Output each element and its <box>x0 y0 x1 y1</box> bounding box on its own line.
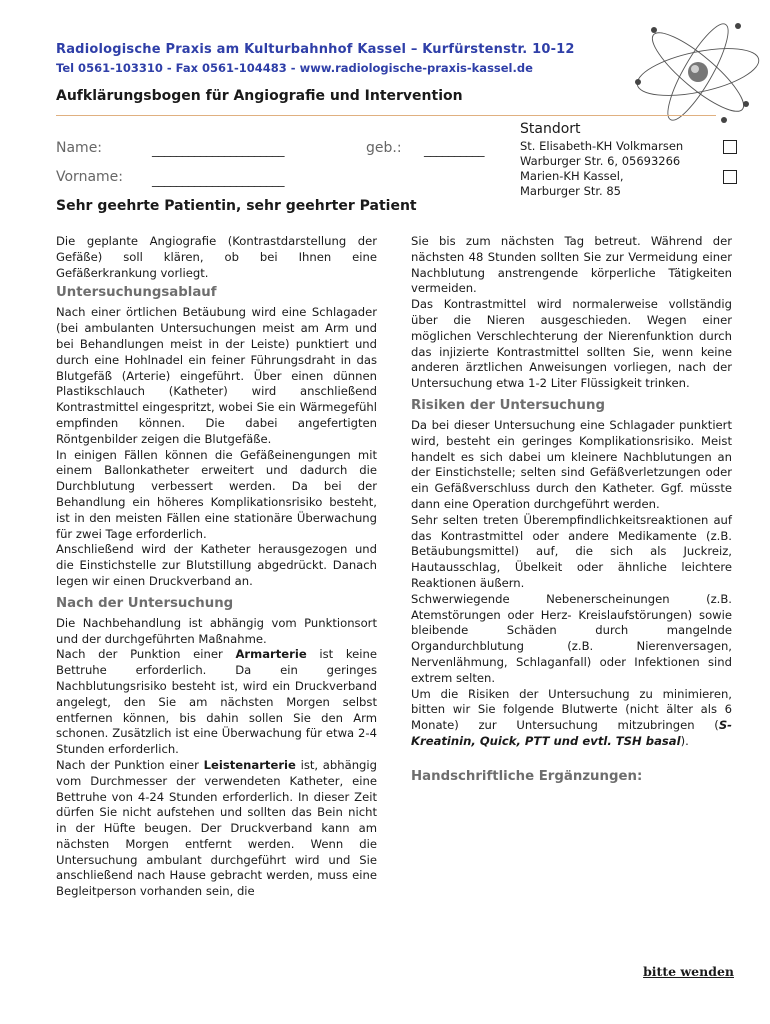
name-label: Name: <box>56 140 103 156</box>
section-heading-handwritten-notes: Handschriftliche Ergänzungen: <box>411 768 643 784</box>
text-segment: Um die Risiken der Untersuchung zu minimieren, bitten wir Sie folgende Blutwerte (nicht älter als 6 Monate) zur Untersuchung mitzubringen ( <box>411 686 732 733</box>
risk-paragraph: Schwerwiegende Nebenerscheinungen (z.B. Atemstörungen oder Herz- Kreislaufstörungen) sowie bleibende Schäden durch mangelnde Organdurchblutung (z.B. Nierenversagen, Nervenlähmung, Schlaganfall) oder Infektionen sind extrem selten. <box>411 591 732 685</box>
text-segment: ). <box>680 733 689 748</box>
aftercare-paragraph: Die Nachbehandlung ist abhängig vom Punktionsort und der durchgeführten Maßnahme. <box>56 615 377 646</box>
location-kassel-name: Marien-KH Kassel, <box>520 169 624 183</box>
text-segment: ist, abhängig vom Durchmesser der verwendeten Katheter, eine Bettruhe von 4-24 Stunden erforderlich. In dieser Zeit dürfen Sie nicht aufstehen und sollten das Bein nicht in der Hüfte beugen. Der Druckverband kann am nächsten Morgen entfernt werden. Wenn die Untersuchung ambulant durchgeführt wird und Sie anschließend nach Hause gebracht werden, muss eine Begleitperson vorhanden sein, die <box>56 757 377 899</box>
atom-logo-icon <box>628 20 766 125</box>
practice-contact: Tel 0561-103310 - Fax 0561-104483 - www.radiologische-praxis-kassel.de <box>56 61 533 75</box>
procedure-paragraph: Anschließend wird der Katheter herausgezogen und die Einstichstelle zur Blutstillung abgedrückt. Danach legen wir einen Druckverband an. <box>56 542 377 588</box>
first-name-field[interactable]: ______________________ <box>152 173 284 188</box>
text-segment: Nach der Punktion einer <box>56 757 204 772</box>
procedure-paragraph: In einigen Fällen können die Gefäßeinengungen mit einem Ballonkatheter erweitert und dadurch die Durchblutung verbessert werden. Da bei der Behandlung ein höheres Komplikationsrisiko besteht, ist in den meisten Fällen eine stationäre Überwachung für zwei Tage erforderlich. <box>56 447 377 541</box>
practice-header: Radiologische Praxis am Kulturbahnhof Kassel – Kurfürstenstr. 10-12 <box>56 42 575 57</box>
birthdate-label: geb.: <box>366 140 402 156</box>
text-segment: ist keine Bettruhe erforderlich. Da ein geringes Nachblutungsrisiko besteht ist, wird ein Druckverband angelegt, den Sie am nächsten Morgen selbst entfernen können, bis dahin sollen Sie den Arm schonen. Zusätzlich ist eine Überwachung für etwa 2-4 Stunden erforderlich. <box>56 647 377 757</box>
name-field[interactable]: ______________________ <box>152 143 284 158</box>
location-kassel-checkbox[interactable] <box>723 170 737 184</box>
left-column <box>56 234 377 900</box>
location-kassel-address: Marburger Str. 85 <box>520 184 621 198</box>
location-volkmarsen-name: St. Elisabeth-KH Volkmarsen <box>520 139 684 153</box>
document-title: Aufklärungsbogen für Angiografie und Intervention <box>56 88 463 104</box>
bold-term-armarterie: Armarterie <box>235 647 307 662</box>
header-divider <box>56 115 716 116</box>
bold-term-leistenarterie: Leistenarterie <box>203 757 296 772</box>
text-segment: Nach der Punktion einer <box>56 647 236 662</box>
aftercare-continued-paragraph: Sie bis zum nächsten Tag betreut. Während der nächsten 48 Stunden sollten Sie zur Vermeidung einer Nachblutung anstrengende körperliche Tätigkeiten vermeiden. <box>411 234 732 296</box>
greeting: Sehr geehrte Patientin, sehr geehrter Patient <box>56 198 417 214</box>
aftercare-paragraph-arm <box>56 647 377 758</box>
risk-paragraph: Da bei dieser Untersuchung eine Schlagader punktiert wird, besteht ein geringes Komplikationsrisiko. Meist handelt es sich dabei um kleinere Nachblutungen an der Einstichstelle; selten sind Gefäßverletzungen oder ein Gefäßverschluss durch den Katheter. Ggf. müsste dann eine Operation durchgeführt werden. <box>411 417 732 511</box>
section-heading-procedure: Untersuchungsablauf <box>56 285 217 301</box>
location-volkmarsen-address: Warburger Str. 6, 05693266 <box>520 154 681 168</box>
location-title: Standort <box>520 121 581 137</box>
section-heading-risks: Risiken der Untersuchung <box>411 397 605 413</box>
contrast-paragraph: Das Kontrastmittel wird normalerweise vollständig über die Nieren ausgeschieden. Wegen einer möglichen Verschlechterung der Nierenfunktion durch das injizierte Kontrastmittel sollten Sie, wenn keine anderen ärztlichen Anweisungen vorliegen, nach der Untersuchung etwa 1-2 Liter Flüssigkeit trinken. <box>411 297 732 391</box>
risk-paragraph: Sehr selten treten Überempfindlichkeitsreaktionen auf das Kontrastmittel oder andere Medikamente (z.B. Betäubungsmittel) auf, die sich als Juckreiz, Hautausschlag, Übelkeit oder ähnliche leichtere Reaktionen äußern. <box>411 512 732 590</box>
bold-blood-values: S-Kreatinin, Quick, PTT und evtl. TSH basal <box>411 718 732 748</box>
right-column <box>411 234 732 786</box>
intro-paragraph: Die geplante Angiografie (Kontrastdarstellung der Gefäße) soll klären, ob bei Ihnen eine Gefäßerkrankung vorliegt. <box>56 234 377 280</box>
blood-values-paragraph <box>411 687 732 750</box>
location-volkmarsen-checkbox[interactable] <box>723 140 737 154</box>
birthdate-field[interactable]: __________ <box>424 143 484 158</box>
procedure-paragraph: Nach einer örtlichen Betäubung wird eine Schlagader (bei ambulanten Untersuchungen meist am Arm und bei Behandlungen meist in der Leiste) punktiert und durch eine Hohlnadel ein feiner Führungsdraht in das Blutgefäß (Arterie) eingeführt. Über einen dünnen Plastikschlauch (Katheter) wird anschließend Kontrastmittel eingespritzt, wobei Sie ein Wärmegefühl empfinden können. Die dabei angefertigten Röntgenbilder zeigen die Blutgefäße. <box>56 305 377 446</box>
aftercare-paragraph-leg <box>56 758 377 900</box>
section-heading-aftercare: Nach der Untersuchung <box>56 595 234 611</box>
please-turn-over: bitte wenden <box>643 964 734 979</box>
first-name-label: Vorname: <box>56 169 123 185</box>
